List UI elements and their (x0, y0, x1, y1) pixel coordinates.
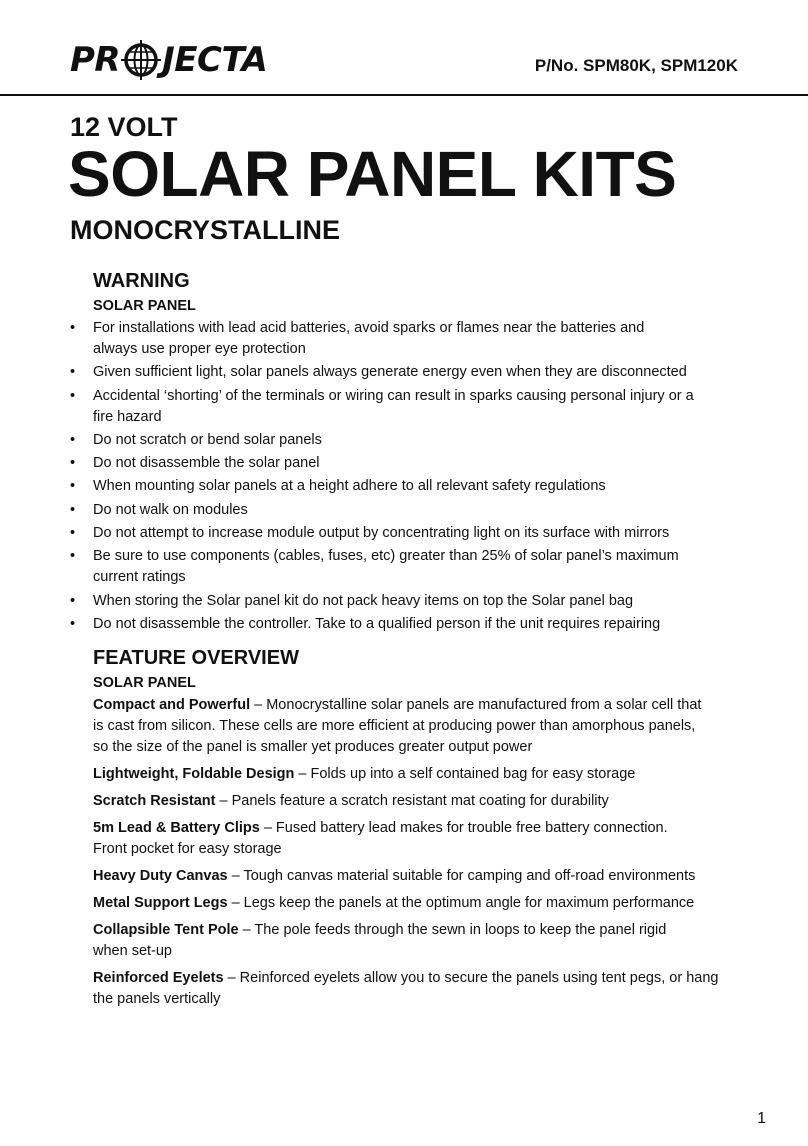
feature-description: Front pocket for easy storage (93, 840, 282, 857)
content (70, 268, 760, 1016)
warning-item-text: Accidental ‘shorting’ of the terminals or wiring can result in sparks causing personal injury or a (93, 387, 694, 404)
bullet-icon: • (70, 501, 76, 518)
warning-item (70, 362, 760, 383)
warning-item (70, 386, 760, 428)
warning-item-text: Do not scratch or bend solar panels (93, 431, 322, 448)
feature-name: Lightweight, Foldable Design (93, 765, 295, 782)
bullet-icon: • (70, 525, 76, 542)
warning-item-text: Be sure to use components (cables, fuses, etc) greater than 25% of solar panel’s maximum (93, 548, 679, 565)
feature-item (93, 818, 765, 860)
feature-description: – The pole feeds through the sewn in loops to keep the panel rigid (242, 921, 667, 938)
warning-item (70, 546, 760, 588)
feature-name: Reinforced Eyelets (93, 969, 224, 986)
feature-name: Compact and Powerful (93, 696, 251, 713)
bullet-icon: • (70, 455, 76, 472)
warning-item-text: current ratings (93, 569, 186, 586)
warning-item (70, 614, 760, 635)
feature-description: is cast from silicon. These cells are more efficient at producing power than amorphous panels, (93, 717, 696, 734)
warning-item-text: Given sufficient light, solar panels always generate energy even when they are disconnected (93, 364, 687, 381)
feature-description: so the size of the panel is smaller yet produces greater output power (93, 738, 533, 755)
feature-description: – Panels feature a scratch resistant mat coating for durability (219, 792, 609, 809)
feature-description: the panels vertically (93, 990, 221, 1007)
feature-item (93, 968, 765, 1010)
page-title: SOLAR PANEL KITS (68, 138, 677, 210)
logo-text-left: PR (70, 40, 121, 80)
bullet-icon: • (70, 478, 76, 495)
bullet-icon: • (70, 387, 76, 404)
globe-icon (121, 40, 161, 80)
feature-description: – Tough canvas material suitable for camping and off-road environments (231, 867, 696, 884)
feature-description: when set-up (93, 942, 172, 959)
bullet-icon: • (70, 592, 76, 609)
bullet-icon: • (70, 364, 76, 381)
warning-item-text: fire hazard (93, 408, 162, 425)
header (0, 0, 808, 96)
feature-item (93, 920, 765, 962)
feature-name: Heavy Duty Canvas (93, 867, 228, 884)
feature-subheading: SOLAR PANEL (93, 674, 196, 691)
warning-list (70, 318, 760, 635)
feature-item (93, 866, 765, 887)
feature-name: Scratch Resistant (93, 792, 216, 809)
warning-item (70, 523, 760, 544)
warning-item-text: always use proper eye protection (93, 341, 306, 357)
warning-item-text: Do not disassemble the controller. Take to a qualified person if the unit requires repairing (93, 615, 661, 632)
warning-item-text: When mounting solar panels at a height adhere to all relevant safety regulations (93, 478, 606, 495)
warning-subheading: SOLAR PANEL (93, 298, 196, 314)
projecta-logo (70, 40, 267, 80)
warning-item-text: Do not attempt to increase module output by concentrating light on its surface with mirrors (93, 525, 670, 542)
logo-text-right: JECTA (162, 40, 268, 80)
feature-name: 5m Lead & Battery Clips (93, 819, 260, 836)
warning-item-text: Do not walk on modules (93, 501, 248, 518)
page-subtitle: MONOCRYSTALLINE (70, 215, 340, 245)
feature-description: – Fused battery lead makes for trouble free battery connection. (263, 819, 668, 836)
warning-heading: WARNING (93, 270, 190, 292)
feature-item (93, 764, 765, 785)
header-divider (0, 94, 808, 96)
part-number: P/No. SPM80K, SPM120K (534, 56, 738, 75)
warning-item (70, 500, 760, 521)
feature-item (93, 893, 765, 914)
feature-description: – Folds up into a self contained bag for easy storage (298, 765, 636, 782)
bullet-icon: • (70, 320, 76, 336)
feature-name: Metal Support Legs (93, 894, 228, 911)
warning-item (70, 476, 760, 497)
bullet-icon: • (70, 431, 76, 448)
warning-item-text: For installations with lead acid batteries, avoid sparks or flames near the batteries and (93, 320, 645, 336)
feature-name: Collapsible Tent Pole (93, 921, 239, 938)
feature-item (93, 791, 765, 812)
warning-item (70, 453, 760, 474)
feature-list (70, 695, 760, 1010)
feature-description: – Legs keep the panels at the optimum angle for maximum performance (231, 894, 695, 911)
page-number: 1 (757, 1110, 766, 1127)
feature-item (93, 695, 765, 758)
warning-item (70, 430, 760, 451)
title-voltage: 12 VOLT (70, 112, 178, 142)
warning-item-text: Do not disassemble the solar panel (93, 455, 320, 472)
feature-description: – Reinforced eyelets allow you to secure the panels using tent pegs, or hang (227, 969, 719, 986)
feature-heading: FEATURE OVERVIEW (93, 646, 299, 669)
warning-item (70, 591, 760, 612)
feature-description: – Monocrystalline solar panels are manufactured from a solar cell that (254, 696, 702, 713)
warning-item-text: When storing the Solar panel kit do not pack heavy items on top the Solar panel bag (93, 592, 634, 609)
bullet-icon: • (70, 615, 76, 632)
warning-item (70, 318, 760, 360)
bullet-icon: • (70, 548, 76, 565)
